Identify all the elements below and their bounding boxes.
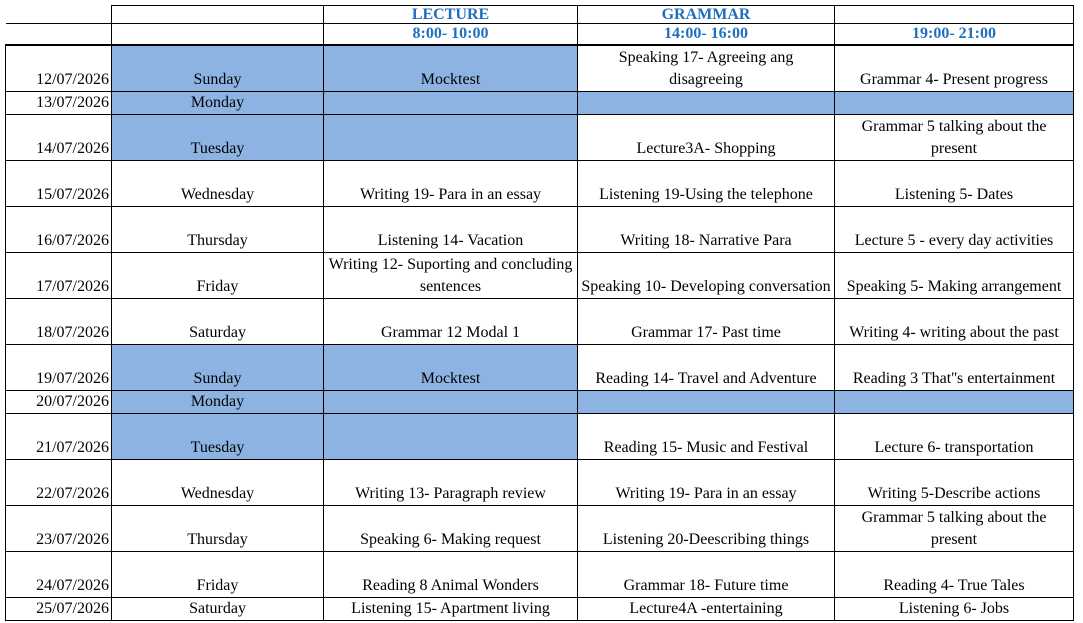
table-row [6, 91, 1074, 114]
slot-evening: Listening 6- Jobs [835, 597, 1074, 620]
slot-morning: Grammar 12 Modal 1 [324, 298, 578, 344]
slot-afternoon: Lecture4A -entertaining [578, 597, 835, 620]
slot-evening: Grammar 5 talking about the present [835, 114, 1074, 160]
day-cell: Monday [112, 390, 324, 413]
time-slot-2: 14:00- 16:00 [578, 24, 835, 46]
date-cell: 13/07/2026 [6, 91, 112, 114]
day-cell: Sunday [112, 45, 324, 91]
slot-morning: Reading 8 Animal Wonders [324, 551, 578, 597]
header-day-cell [112, 6, 324, 24]
table-row [6, 252, 1074, 298]
corner-cell-2 [6, 24, 112, 46]
slot-evening: Lecture 5 - every day activities [835, 206, 1074, 252]
slot-evening: Writing 4- writing about the past [835, 298, 1074, 344]
date-cell: 17/07/2026 [6, 252, 112, 298]
day-cell: Thursday [112, 505, 324, 551]
slot-morning: Speaking 6- Making request [324, 505, 578, 551]
day-cell: Wednesday [112, 160, 324, 206]
table-row [6, 459, 1074, 505]
slot-morning: Mocktest [324, 45, 578, 91]
slot-morning [324, 114, 578, 160]
slot-evening: Speaking 5- Making arrangement [835, 252, 1074, 298]
slot-evening: Reading 3 That''s entertainment [835, 344, 1074, 390]
slot-afternoon: Speaking 17- Agreeing ang disagreeing [578, 45, 835, 91]
slot-afternoon: Reading 15- Music and Festival [578, 413, 835, 459]
slot-morning [324, 413, 578, 459]
slot-evening: Lecture 6- transportation [835, 413, 1074, 459]
header-lecture: LECTURE [324, 6, 578, 24]
day-cell: Tuesday [112, 413, 324, 459]
day-cell: Saturday [112, 597, 324, 620]
slot-morning [324, 91, 578, 114]
slot-afternoon: Grammar 18- Future time [578, 551, 835, 597]
day-cell: Monday [112, 91, 324, 114]
slot-afternoon: Lecture3A- Shopping [578, 114, 835, 160]
table-row [6, 390, 1074, 413]
slot-evening: Reading 4- True Tales [835, 551, 1074, 597]
slot-evening: Grammar 4- Present progress [835, 45, 1074, 91]
day-cell: Sunday [112, 344, 324, 390]
slot-morning: Writing 13- Paragraph review [324, 459, 578, 505]
slot-afternoon: Speaking 10- Developing conversation [578, 252, 835, 298]
slot-evening: Writing 5-Describe actions [835, 459, 1074, 505]
slot-morning: Writing 12- Suporting and concluding sentences [324, 252, 578, 298]
date-cell: 21/07/2026 [6, 413, 112, 459]
slot-afternoon: Grammar 17- Past time [578, 298, 835, 344]
slot-morning [324, 390, 578, 413]
slot-afternoon: Writing 19- Para in an essay [578, 459, 835, 505]
time-slot-1: 8:00- 10:00 [324, 24, 578, 46]
date-cell: 18/07/2026 [6, 298, 112, 344]
header-evening-title [835, 6, 1074, 24]
time-slot-3: 19:00- 21:00 [835, 24, 1074, 46]
slot-morning: Writing 19- Para in an essay [324, 160, 578, 206]
slot-afternoon: Writing 18- Narrative Para [578, 206, 835, 252]
day-cell: Wednesday [112, 459, 324, 505]
slot-afternoon: Reading 14- Travel and Adventure [578, 344, 835, 390]
table-row [6, 505, 1074, 551]
table-row [6, 344, 1074, 390]
slot-morning: Listening 15- Apartment living [324, 597, 578, 620]
day-cell: Tuesday [112, 114, 324, 160]
table-row [6, 114, 1074, 160]
day-cell: Saturday [112, 298, 324, 344]
table-row [6, 413, 1074, 459]
header-day-time [112, 24, 324, 46]
table-row [6, 206, 1074, 252]
table-row [6, 597, 1074, 620]
day-cell: Friday [112, 252, 324, 298]
date-cell: 14/07/2026 [6, 114, 112, 160]
date-cell: 19/07/2026 [6, 344, 112, 390]
slot-afternoon [578, 390, 835, 413]
slot-evening: Listening 5- Dates [835, 160, 1074, 206]
table-row [6, 298, 1074, 344]
corner-cell [6, 6, 112, 24]
table-row [6, 160, 1074, 206]
date-cell: 24/07/2026 [6, 551, 112, 597]
slot-morning: Mocktest [324, 344, 578, 390]
slot-afternoon [578, 91, 835, 114]
day-cell: Thursday [112, 206, 324, 252]
date-cell: 16/07/2026 [6, 206, 112, 252]
slot-morning: Listening 14- Vacation [324, 206, 578, 252]
day-cell: Friday [112, 551, 324, 597]
slot-evening: Grammar 5 talking about the present [835, 505, 1074, 551]
date-cell: 23/07/2026 [6, 505, 112, 551]
date-cell: 25/07/2026 [6, 597, 112, 620]
slot-evening [835, 390, 1074, 413]
slot-afternoon: Listening 20-Deescribing things [578, 505, 835, 551]
date-cell: 20/07/2026 [6, 390, 112, 413]
table-row [6, 45, 1074, 91]
table-row [6, 551, 1074, 597]
slot-evening [835, 91, 1074, 114]
date-cell: 22/07/2026 [6, 459, 112, 505]
date-cell: 12/07/2026 [6, 45, 112, 91]
slot-afternoon: Listening 19-Using the telephone [578, 160, 835, 206]
header-grammar: GRAMMAR [578, 6, 835, 24]
schedule-table [5, 5, 1074, 621]
date-cell: 15/07/2026 [6, 160, 112, 206]
